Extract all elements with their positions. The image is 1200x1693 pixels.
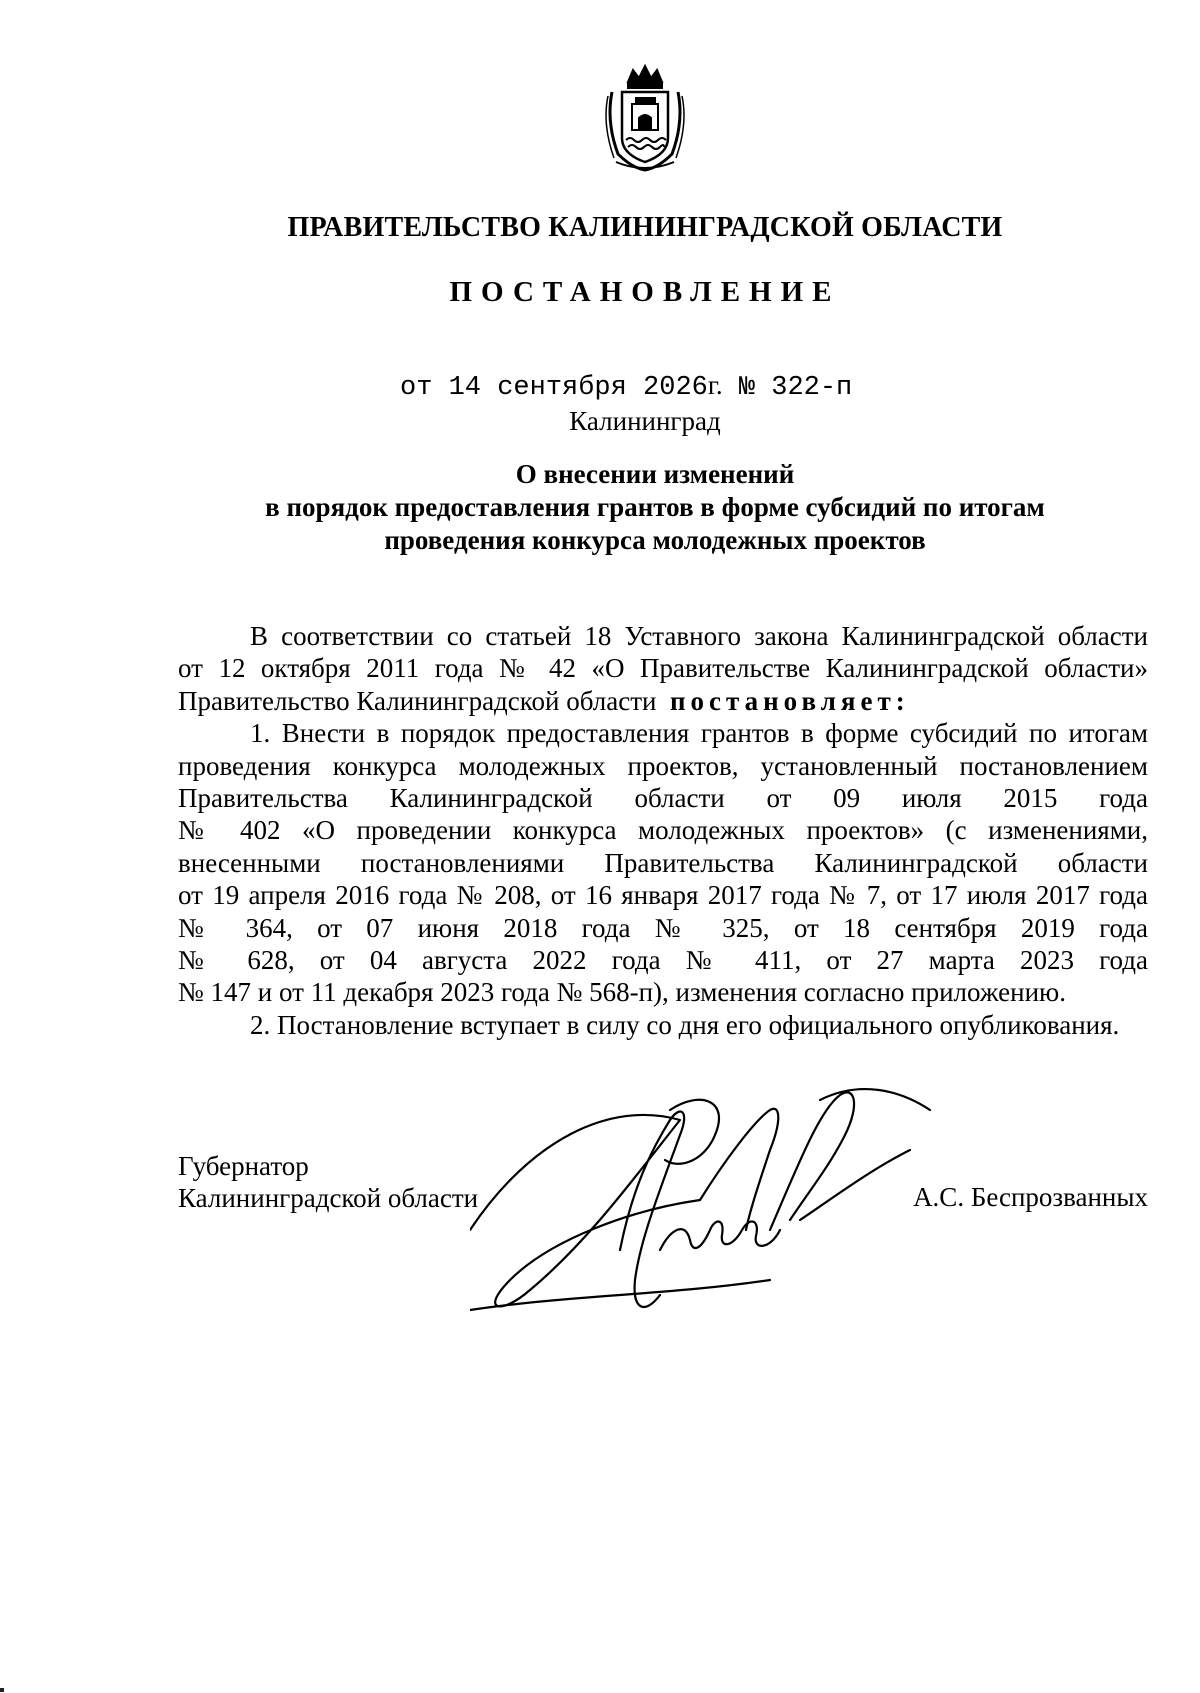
item-1-line: № 147 и от 11 декабря 2023 года № 568-п), изменения согласно приложению. <box>178 977 1066 1008</box>
preamble <box>178 620 1148 717</box>
item-1-line: проведения конкурса молодежных проектов, установленный постановлением <box>178 750 1148 781</box>
resolves-word: постановляет: <box>669 685 910 716</box>
issue-city: Калининград <box>569 406 721 436</box>
document-body <box>178 620 1148 1041</box>
number-sign: № <box>738 373 756 403</box>
date-year-suffix: г. <box>707 370 723 400</box>
handwritten-signature <box>470 1080 950 1340</box>
preamble-line: В соответствии со статьей 18 Уставного закона Калининградской области <box>250 621 1148 651</box>
issue-date-number <box>400 370 852 403</box>
item-1 <box>178 717 1148 1009</box>
coat-of-arms-icon <box>598 62 692 174</box>
document-type: ПОСТАНОВЛЕНИЕ <box>449 276 841 308</box>
item-1-line: от 19 апреля 2016 года № 208, от 16 января 2017 года № 7, от 17 июля 2017 года <box>178 880 1148 911</box>
document-subject <box>0 458 1200 557</box>
item-1-line: 1. Внести в порядок предоставления грантов в форме субсидий по итогам <box>250 718 1148 749</box>
item-1-line: № 364, от 07 июня 2018 года № 325, от 18 сентября 2019 года <box>178 912 1148 943</box>
item-1-line: Правительства Калининградской области от 09 июля 2015 года <box>178 783 1148 814</box>
item-1-line: внесенными постановлениями Правительства Калининградской области <box>178 847 1148 878</box>
item-1-line: № 402 «О проведении конкурса молодежных проектов» (с изменениями, <box>178 815 1148 846</box>
item-2-line: 2. Постановление вступает в силу со дня его официального опубликования. <box>250 1009 1120 1040</box>
document-number: 322-п <box>771 373 853 403</box>
position-line: Губернатор <box>178 1151 309 1181</box>
item-2 <box>178 1009 1148 1041</box>
item-1-line: № 628, от 04 августа 2022 года № 411, от 27 марта 2023 года <box>178 945 1148 976</box>
date-prefix: от <box>400 373 433 403</box>
government-title: ПРАВИТЕЛЬСТВО КАЛИНИНГРАДСКОЙ ОБЛАСТИ <box>287 212 1003 243</box>
subject-line: проведения конкурса молодежных проектов <box>384 525 926 555</box>
signatory-name: А.С. Беспрозванных <box>913 1182 1148 1212</box>
date-month: сентября <box>497 373 627 403</box>
preamble-line: от 12 октября 2011 года № 42 «О Правительстве Калининградской области» <box>178 653 1148 684</box>
position-line: Калининградской области <box>178 1183 479 1214</box>
subject-line: О внесении изменений <box>515 459 795 489</box>
subject-line: в порядок предоставления грантов в форме субсидий по итогам <box>265 492 1045 522</box>
signatory-position <box>178 1150 478 1215</box>
preamble-text: Правительство Калининградской области <box>178 685 657 716</box>
date-day: 14 <box>448 373 482 403</box>
preamble-line <box>178 685 1148 717</box>
scan-mark <box>0 1688 4 1692</box>
date-year: 2026 <box>643 373 708 403</box>
